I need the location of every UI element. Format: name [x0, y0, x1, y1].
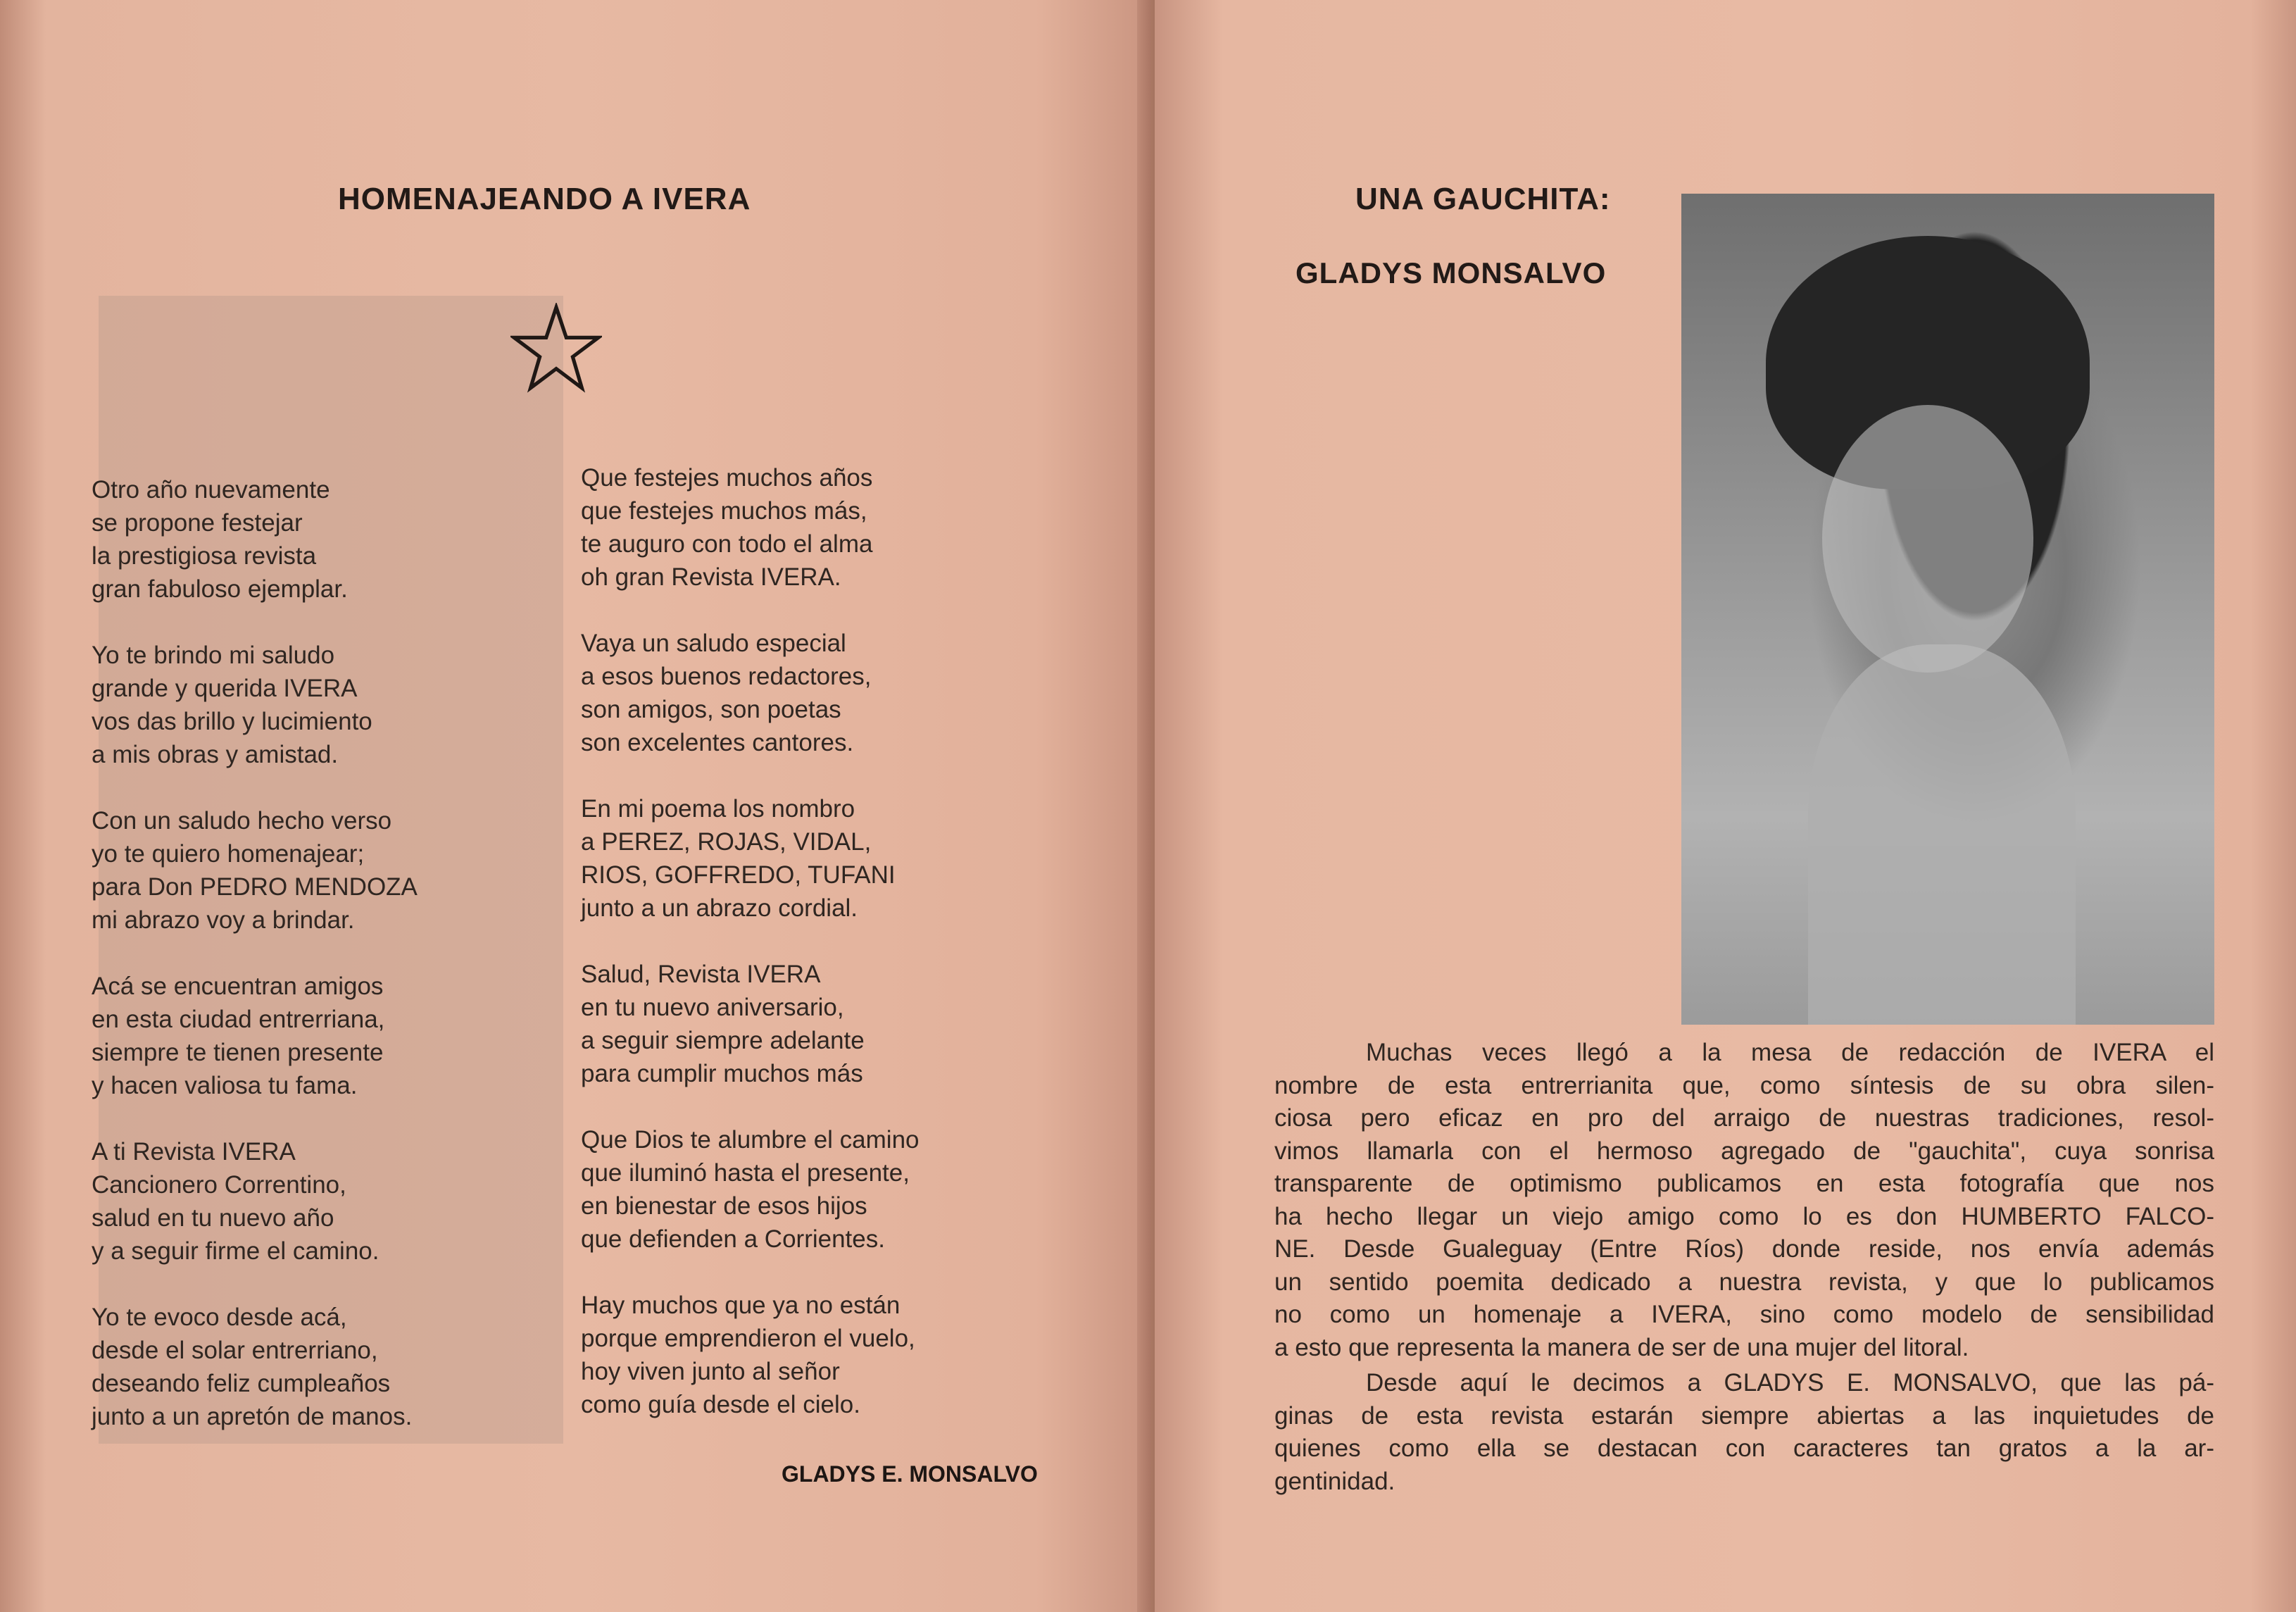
poem-line: Yo te brindo mi saludo	[92, 642, 335, 669]
poem-line: son excelentes cantores.	[581, 729, 854, 756]
photo-face	[1822, 405, 2033, 673]
poem-stanza	[581, 792, 920, 925]
poem-line: Que Dios te alumbre el camino	[581, 1126, 920, 1154]
poem-line: que iluminó hasta el presente,	[581, 1159, 910, 1187]
poem-line: como guía desde el cielo.	[581, 1391, 860, 1418]
article-line: Muchas veces llegó a la mesa de redacción de IVERA el	[1366, 1039, 2214, 1066]
poem-line: junto a un abrazo cordial.	[581, 894, 858, 922]
poem-line: siempre te tienen presente	[92, 1039, 384, 1066]
poem-line: y hacen valiosa tu fama.	[92, 1072, 358, 1099]
poem-line: Cancionero Correntino,	[92, 1171, 346, 1199]
poem-line: la prestigiosa revista	[92, 542, 317, 570]
poem-line: a seguir siempre adelante	[581, 1027, 865, 1054]
star-icon	[510, 303, 602, 394]
article-line: nombre de esta entrerrianita que, como síntesis de su obra silen-	[1274, 1071, 2214, 1099]
article-line: transparente de optimismo publicamos en esta fotografía que nos	[1274, 1170, 2214, 1197]
article-line: Desde aquí le decimos a GLADYS E. MONSALVO, que las pá-	[1366, 1369, 2214, 1397]
poem-stanza	[92, 970, 418, 1102]
article-line: gentinidad.	[1274, 1467, 1395, 1495]
poem-line: A ti Revista IVERA	[92, 1138, 296, 1166]
poem-line: Salud, Revista IVERA	[581, 961, 821, 988]
poem-stanza	[92, 1135, 418, 1268]
poem-line: Que festejes muchos años	[581, 464, 873, 492]
poem-line: y a seguir firme el camino.	[92, 1237, 379, 1265]
article-kicker: UNA GAUCHITA:	[1355, 182, 1611, 216]
article-line: vimos llamarla con el hermoso agregado de "gauchita", cuya sonrisa	[1274, 1137, 2214, 1165]
poem-line: En mi poema los nombro	[581, 795, 855, 823]
portrait-photo	[1681, 194, 2214, 1025]
poem-stanza	[581, 1123, 920, 1256]
poem-line: oh gran Revista IVERA.	[581, 563, 841, 591]
poem-line: que defienden a Corrientes.	[581, 1225, 885, 1253]
poem-stanza	[581, 461, 920, 594]
poem-stanza	[92, 1301, 418, 1433]
poem-line: a esos buenos redactores,	[581, 663, 872, 690]
poem-column-left	[92, 473, 418, 1466]
poem-line: porque emprendieron el vuelo,	[581, 1325, 915, 1352]
poem-stanza	[581, 958, 920, 1090]
article-line: ginas de esta revista estarán siempre abiertas a las inquietudes de	[1274, 1401, 2214, 1430]
article-body	[1274, 1037, 2214, 1498]
poem-line: a PEREZ, ROJAS, VIDAL,	[581, 828, 872, 856]
poem-stanza	[92, 804, 418, 937]
poem-line: salud en tu nuevo año	[92, 1204, 334, 1232]
poem-line: gran fabuloso ejemplar.	[92, 575, 348, 603]
poem-line: a mis obras y amistad.	[92, 741, 339, 768]
photo-shoulders	[1808, 644, 2076, 1025]
poem-line: Hay muchos que ya no están	[581, 1292, 901, 1319]
article-line: quienes como ella se destacan con caracteres tan gratos a la ar-	[1274, 1435, 2214, 1462]
poem-line: Vaya un saludo especial	[581, 630, 846, 657]
article-title: GLADYS MONSALVO	[1296, 256, 1607, 289]
article-line: ciosa pero eficaz en pro del arraigo de nuestras tradiciones, resol-	[1274, 1104, 2214, 1132]
poem-line: junto a un apretón de manos.	[92, 1403, 413, 1430]
poem-line: Con un saludo hecho verso	[92, 807, 392, 835]
poem-stanza	[92, 639, 418, 771]
poem-stanza	[581, 627, 920, 759]
poem-line: desde el solar entrerriano,	[92, 1337, 378, 1364]
poem-stanza	[581, 1289, 920, 1421]
poem-line: que festejes muchos más,	[581, 497, 867, 525]
poem-line: hoy viven junto al señor	[581, 1358, 840, 1385]
poem-line: para Don PEDRO MENDOZA	[92, 873, 418, 901]
poem-line: grande y querida IVERA	[92, 675, 358, 702]
article-line: no como un homenaje a IVERA, sino como modelo de sensibilidad	[1274, 1301, 2214, 1328]
article-line: NE. Desde Gualeguay (Entre Ríos) donde reside, nos envía además	[1274, 1235, 2214, 1263]
poem-column-right	[581, 461, 920, 1454]
poem-line: son amigos, son poetas	[581, 696, 841, 723]
poem-line: RIOS, GOFFREDO, TUFANI	[581, 861, 896, 889]
poem-line: te auguro con todo el alma	[581, 530, 873, 558]
article-line: ha hecho llegar un viejo amigo como lo es don HUMBERTO FALCO-	[1274, 1202, 2214, 1230]
poem-line: Yo te evoco desde acá,	[92, 1304, 347, 1331]
poem-line: en esta ciudad entrerriana,	[92, 1006, 385, 1033]
poem-line: deseando feliz cumpleaños	[92, 1370, 391, 1397]
poem-stanza	[92, 473, 418, 606]
poem-signature: GLADYS E. MONSALVO	[782, 1461, 1038, 1487]
poem-line: yo te quiero homenajear;	[92, 840, 365, 868]
poem-line: en bienestar de esos hijos	[581, 1192, 867, 1220]
poem-line: Acá se encuentran amigos	[92, 973, 384, 1000]
poem-line: se propone festejar	[92, 509, 303, 537]
poem-line: mi abrazo voy a brindar.	[92, 906, 355, 934]
article-line: un sentido poemita dedicado a nuestra revista, y que lo publicamos	[1274, 1268, 2214, 1296]
poem-line: Otro año nuevamente	[92, 476, 330, 504]
article-line: a esto que representa la manera de ser de una mujer del litoral.	[1274, 1333, 1969, 1361]
poem-title: HOMENAJEANDO A IVERA	[338, 182, 751, 216]
poem-line: para cumplir muchos más	[581, 1060, 863, 1087]
poem-line: vos das brillo y lucimiento	[92, 708, 372, 735]
poem-line: en tu nuevo aniversario,	[581, 994, 844, 1021]
